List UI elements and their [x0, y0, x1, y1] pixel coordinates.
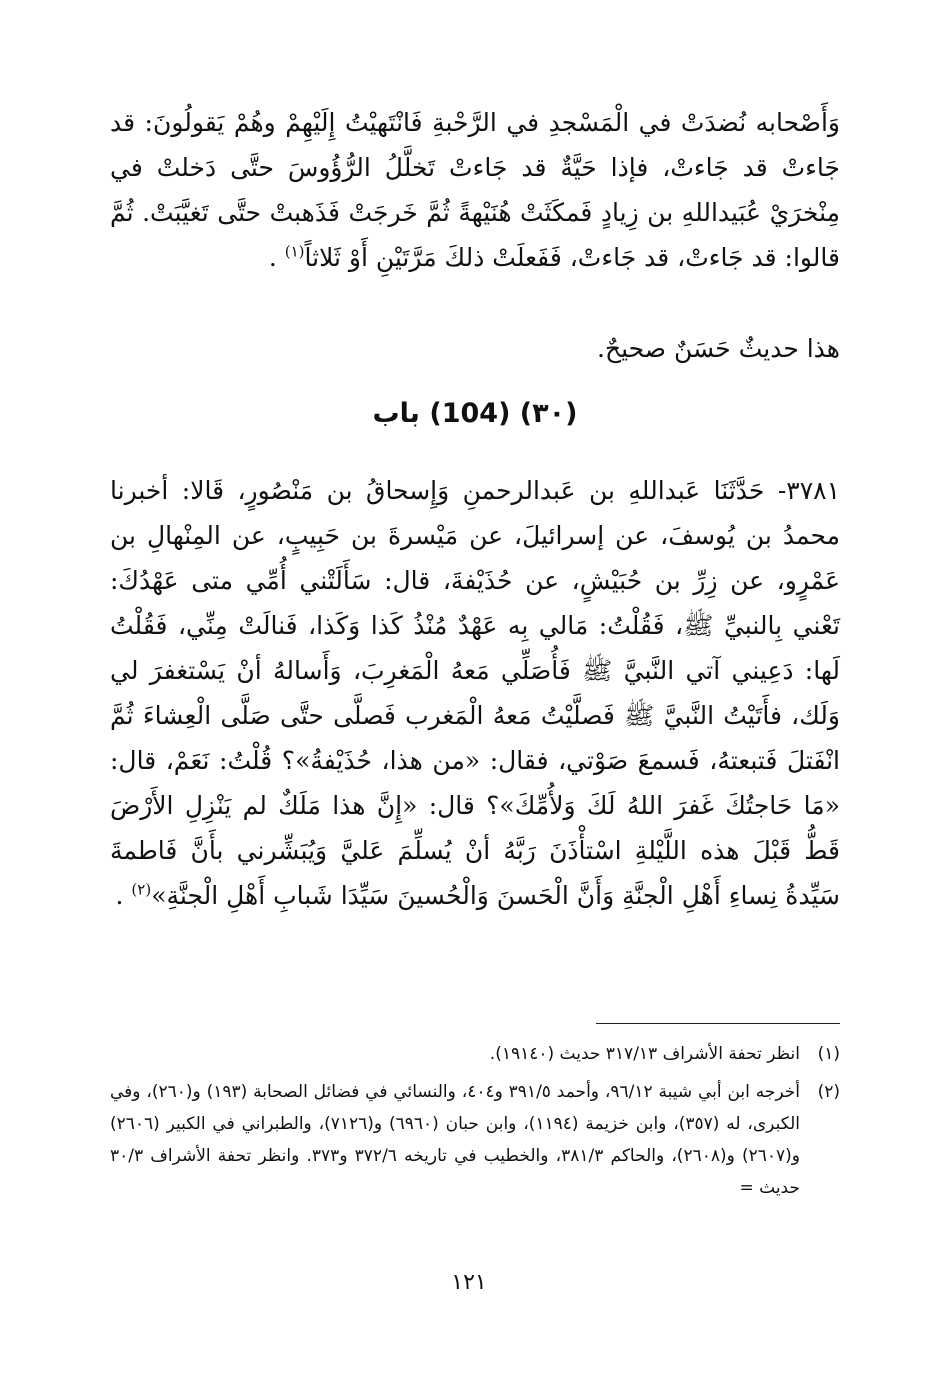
continuation-text: وَأَصْحابه نُضدَتْ في الْمَسْجدِ في الرَّحْبةِ فَانْتَهيْتُ إِلَيْهِمْ وهُمْ يَقولُونَ: قد جَاءتْ قد جَاءتْ، فإذا حَيَّةٌ قد جَاءتْ تَخلَّلُ الرُّؤُوسَ حتَّى دَخلتْ في مِنْخرَيْ عُبَيداللهِ بن زِيادٍ فَمكَثَتْ هُنَيْهةً ثُمَّ خَرجَتْ فَذَهبتْ حتَّى تَغيَّبَتْ. ثُمَّ قالوا: قد جَاءتْ، قد جَاءتْ، فَفَعلَتْ ذلكَ مَرَّتَيْنِ أَوْ ثَلاثاً: [110, 108, 840, 272]
footnote-item: [110, 1038, 840, 1070]
footnote-ref-2[interactable]: (٢): [131, 880, 152, 899]
footnote-number: (١): [817, 1044, 840, 1064]
hadith-grading: هذا حديثٌ حَسَنٌ صحيحٌ.: [597, 334, 840, 363]
hadith-paragraph: [110, 468, 840, 918]
footnote-text: أخرجه ابن أبي شيبة ٩٦/١٢، وأحمد ٣٩١/٥ و٤٠٤، والنسائي في فضائل الصحابة (١٩٣) و(٢٦٠)، وفي الكبرى، له (٣٥٧)، وابن خزيمة (١١٩٤)، وابن حبان (٦٩٦٠) و(٧١٢٦)، والطبراني في الكبير (٢٦٠٦) و(٢٦٠٧) و(٢٦٠٨)، والحاكم ٣٨١/٣، والخطيب في تاريخه ٣٧٢/٦ و٣٧٣. وانظر تحفة الأشراف ٣٠/٣ حديث =: [110, 1082, 800, 1198]
continuation-paragraph: [110, 100, 840, 280]
hadith-end: .: [115, 881, 132, 910]
footnote-divider: [596, 1023, 840, 1024]
page-number: ١٢١: [451, 1270, 487, 1295]
footnote-number: (٢): [817, 1082, 840, 1102]
footnote-text: انظر تحفة الأشراف ٣١٧/١٣ حديث (١٩١٤٠).: [489, 1044, 800, 1064]
continuation-end: .: [268, 243, 285, 272]
footnote-item: [110, 1076, 840, 1204]
chapter-heading: (٣٠) (104) باب: [372, 398, 578, 429]
footnote-ref-1[interactable]: (١): [284, 242, 305, 261]
hadith-text: ٣٧٨١- حَدَّثَنَا عَبداللهِ بن عَبدالرحمنِ وَإِسحاقُ بن مَنْصُورٍ، قَالا: أخبرنا محمدُ بن يُوسفَ، عن إسرائيلَ، عن مَيْسرةَ بن حَبِيبٍ، عن المِنْهالِ بن عَمْرٍو، عن زِرِّ بن حُبَيْشٍ، عن حُذَيْفةَ، قال: سَأَلَتْني أُمِّي متى عَهْدُكَ: تَعْني بِالنبيِّ ﷺ، فَقُلْتُ: مَالي بِه عَهْدٌ مُنْذُ كَذا وَكَذا، فَنالَتْ مِنِّي، فَقُلْتُ لَها: دَعِيني آتي النَّبيَّ ﷺ فَأُصَلِّي مَعهُ الْمَغرِبَ، وَأَسالهُ أنْ يَسْتغفرَ لي وَلَك، فأَتَيْتُ النَّبيَّ ﷺ فَصلَّيْتُ مَعهُ الْمَغرب فَصلَّى حتَّى صَلَّى الْعِشاءَ ثُمَّ انْفَتلَ فَتبعتهُ، فَسمعَ صَوْتي، فقال: «من هذا، حُذَيْفةُ»؟ قُلْتُ: نَعَمْ، قال: «مَا حَاجتُكَ غَفرَ اللهُ لَكَ وَلأُمِّكَ»؟ قال: «إِنَّ هذا مَلَكٌ لم يَنْزِلِ الأَرْضَ قَطُّ قَبْلَ هذه اللَّيْلةِ اسْتأْذَنَ رَبَّهُ أنْ يُسلِّمَ عَليَّ وَيُبَشِّرني بأَنَّ فَاطمةَ سَيِّدةُ نِساءِ أَهْلِ الْجنَّةِ وَأَنَّ الْحَسنَ وَالْحُسينَ سَيِّدَا شَبابِ أَهْلِ الْجنَّةِ»: [110, 476, 841, 910]
footnotes: [110, 1038, 840, 1210]
